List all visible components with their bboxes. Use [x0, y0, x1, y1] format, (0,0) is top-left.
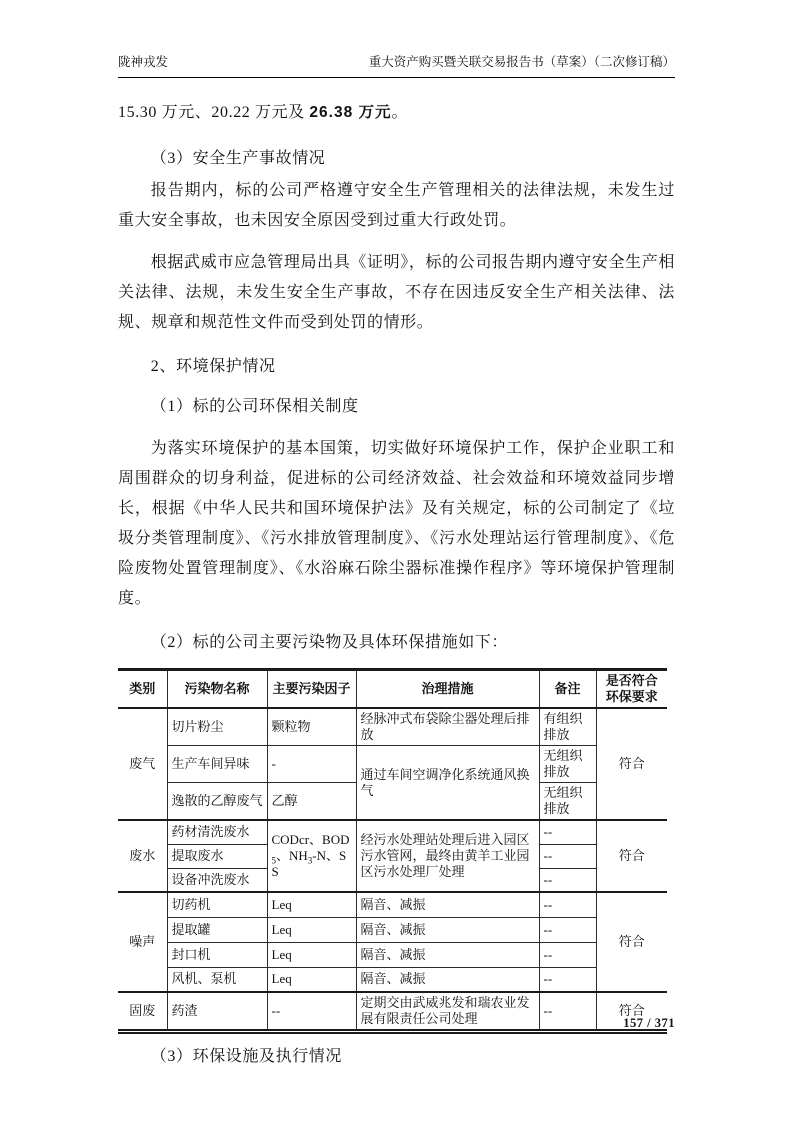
page-header: [118, 54, 675, 78]
table-row: [118, 746, 667, 783]
cell-factor: --: [267, 992, 356, 1032]
amounts-prefix: 15.30 万元、20.22 万元及: [118, 104, 310, 121]
heading-env-system: （1）标的公司环保相关制度: [150, 398, 359, 415]
cell-factor: Leq: [267, 917, 356, 942]
cell-pollutant-name: 药材清洗废水: [167, 820, 267, 844]
table-row: [118, 892, 667, 917]
table-row: [118, 942, 667, 967]
cell-category-solid-waste: 固废: [118, 992, 167, 1032]
cell-pollutant-name: 提取罐: [167, 917, 267, 942]
cell-note: --: [539, 844, 596, 868]
paragraph-env-system: 为落实环境保护的基本国策，切实做好环境保护工作，保护企业职工和周围群众的切身利益，促进标的公司经济效益、社会效益和环境效益同步增长，根据《中华人民共和国环境保护法》及有关规定，标的公司制定了《垃圾分类管理制度》、《污水排放管理制度》、《污水处理站运行管理制度》、《危险废物处置管理制度》、《水浴麻石除尘器标准操作程序》等环境保护管理制度。: [118, 440, 675, 607]
th-compliance: 是否符合环保要求: [596, 670, 667, 709]
cell-pollutant-name: 生产车间异味: [167, 746, 267, 783]
cell-treatment-shared: 通过车间空调净化系统通风换气: [356, 746, 539, 821]
cell-factor: Leq: [267, 967, 356, 992]
page-number: 157 / 371: [623, 1016, 675, 1030]
heading-env-facilities: （3）环保设施及执行情况: [150, 1048, 342, 1065]
cell-note: --: [539, 967, 596, 992]
cell-pollutant-name: 风机、泵机: [167, 967, 267, 992]
cell-note: --: [539, 917, 596, 942]
cell-treatment: 隔音、减振: [356, 892, 539, 917]
heading-safety-incidents: （3）安全生产事故情况: [150, 150, 326, 167]
cell-pollutant-name: 提取废水: [167, 844, 267, 868]
cell-compliance-waste-gas: 符合: [596, 708, 667, 820]
cell-factor: -: [267, 746, 356, 783]
cell-factor: Leq: [267, 892, 356, 917]
heading-pollutants-intro: （2）标的公司主要污染物及具体环保措施如下：: [150, 634, 508, 651]
cell-pollutant-name: 逸散的乙醇废气: [167, 783, 267, 821]
heading-environment-protection: 2、环境保护情况: [150, 358, 276, 375]
cell-note: --: [539, 820, 596, 844]
factor-part: -N、SS: [271, 848, 347, 879]
table-row: [118, 708, 667, 746]
amounts-suffix: 。: [391, 104, 409, 121]
factor-subscript: 3: [307, 855, 313, 866]
cell-note: 无组织排放: [539, 746, 596, 783]
cell-factor: Leq: [267, 942, 356, 967]
cell-treatment: 隔音、减振: [356, 942, 539, 967]
table-row: [118, 992, 667, 1032]
paragraph-amounts: [118, 98, 675, 128]
cell-note: --: [539, 868, 596, 892]
cell-pollutant-name: 切片粉尘: [167, 708, 267, 746]
paragraph-safety-2: 根据武威市应急管理局出具《证明》，标的公司报告期内遵守安全生产相关法律、法规，未发生安全生产事故，不存在因违反安全生产相关法律、法规、规章和规范性文件而受到处罚的情形。: [118, 254, 675, 331]
cell-note: --: [539, 892, 596, 917]
cell-treatment: 隔音、减振: [356, 917, 539, 942]
th-pollutant-name: 污染物名称: [167, 670, 267, 709]
table-header-row: [118, 670, 667, 709]
header-company-name: 陇神戎发: [118, 55, 169, 69]
cell-pollutant-name: 封口机: [167, 942, 267, 967]
cell-pollutant-name: 切药机: [167, 892, 267, 917]
factor-part: 、NH: [276, 848, 308, 863]
cell-note: 无组织排放: [539, 783, 596, 821]
th-category: 类别: [118, 670, 167, 709]
cell-note: 有组织排放: [539, 708, 596, 746]
factor-subscript: 5: [271, 855, 276, 866]
cell-treatment: 定期交由武威兆发和瑞农业发展有限责任公司处理: [356, 992, 539, 1032]
table-row: [118, 967, 667, 992]
th-main-factor: 主要污染因子: [267, 670, 356, 709]
cell-category-waste-gas: 废气: [118, 708, 167, 820]
cell-treatment: 隔音、减振: [356, 967, 539, 992]
cell-category-waste-water: 废水: [118, 820, 167, 892]
header-report-title: 重大资产购买暨关联交易报告书（草案）（二次修订稿）: [368, 55, 675, 69]
cell-compliance-waste-water: 符合: [596, 820, 667, 892]
table-row: [118, 917, 667, 942]
th-note: 备注: [539, 670, 596, 709]
cell-pollutant-name: 药渣: [167, 992, 267, 1032]
amounts-bold-value: 26.38 万元: [309, 104, 392, 121]
cell-compliance-solid-waste: 符合: [596, 992, 667, 1032]
cell-note: --: [539, 942, 596, 967]
cell-factor: 颗粒物: [267, 708, 356, 746]
table-row: [118, 820, 667, 844]
pollutants-table: [118, 668, 667, 1034]
cell-pollutant-name: 设备冲洗废水: [167, 868, 267, 892]
cell-factor: 乙醇: [267, 783, 356, 821]
paragraph-safety-1: 报告期内，标的公司严格遵守安全生产管理相关的法律法规，未发生过重大安全事故，也未因安全原因受到过重大行政处罚。: [118, 182, 675, 229]
factor-part: CODcr、BOD: [271, 832, 350, 847]
cell-category-noise: 噪声: [118, 892, 167, 992]
cell-factor-waste-water: [267, 820, 356, 892]
cell-treatment: 经脉冲式布袋除尘器处理后排放: [356, 708, 539, 746]
cell-treatment-waste-water: 经污水处理站处理后进入园区污水管网，最终由黄羊工业园区污水处理厂处理: [356, 820, 539, 892]
cell-compliance-noise: 符合: [596, 892, 667, 992]
cell-note: --: [539, 992, 596, 1032]
th-treatment: 治理措施: [356, 670, 539, 709]
